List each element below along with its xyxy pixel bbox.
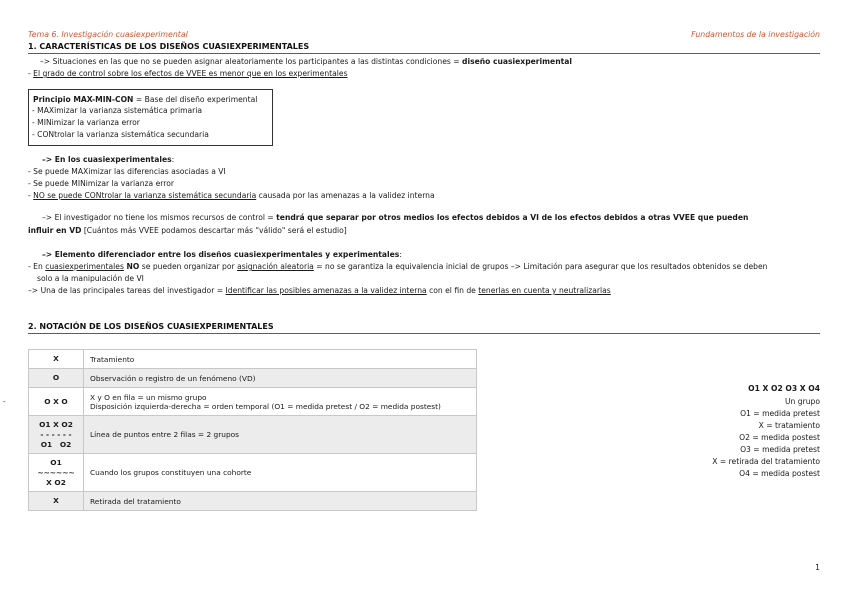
section-2-title: 2. NOTACIÓN DE LOS DISEÑOS CUASIEXPERIMENTALES	[28, 322, 274, 331]
section-2-rule	[28, 333, 820, 334]
example-line: X = retirada del tratamiento	[712, 457, 820, 466]
quasi-heading: –> En los cuasiexperimentales:	[42, 155, 175, 164]
header-topic: Tema 6. Investigación cuasiexperimental	[28, 30, 188, 39]
notation-description: Línea de puntos entre 2 filas = 2 grupos	[84, 416, 477, 454]
table-row	[29, 454, 477, 492]
differentiator-heading: –> Elemento diferenciador entre los diseños cuasiexperimentales y experimentales:	[42, 250, 402, 259]
example-line: O3 = medida pretest	[740, 445, 820, 454]
definition-text: –> Situaciones en las que no se pueden asignar aleatoriamente los participantes a las distintas condiciones =	[40, 57, 463, 66]
section-1-title: 1. CARACTERÍSTICAS DE LOS DISEÑOS CUASIEXPERIMENTALES	[28, 42, 310, 51]
definition-term: diseño cuasiexperimental	[462, 57, 572, 66]
table-row	[29, 350, 477, 369]
example-line: O2 = medida postest	[739, 433, 820, 442]
notation-symbol: O1 ~~~~~~ X O2	[29, 454, 84, 492]
table-row	[29, 492, 477, 511]
example-line: X = tratamiento	[758, 421, 820, 430]
control-note: - El grado de control sobre los efectos de VVEE es menor que en los experimentales	[28, 69, 348, 78]
box-item: - CONtrolar la varianza sistemática secundaria	[32, 130, 209, 139]
example-line: O4 = medida postest	[739, 469, 820, 478]
notation-symbol: - O X O	[29, 388, 84, 416]
notation-table	[3, 349, 477, 511]
notation-description: Retirada del tratamiento	[84, 492, 477, 511]
differentiator-text: - En cuasiexperimentales NO se pueden organizar por asignación aleatoria = no se garantiza la equivalencia inicial de grupos –> Limitación para asegurar que los resultados obtenidos se deben	[28, 262, 768, 271]
list-item: - Se puede MINimizar la varianza error	[28, 179, 174, 188]
notation-symbol: X	[29, 492, 84, 511]
control-note-text: El grado de control sobre los efectos de VVEE es menor que en los experimentales	[33, 69, 348, 78]
notation-symbol: X	[29, 350, 84, 369]
example-line: Un grupo	[784, 397, 820, 406]
notation-symbol: O1 X O2 - - - - - - O1 O2	[29, 416, 84, 454]
header-subject: Fundamentos de la investigación	[691, 30, 820, 39]
notation-description: Tratamiento	[84, 350, 477, 369]
table-row	[29, 416, 477, 454]
example-line: O1 = medida pretest	[740, 409, 820, 418]
investigator-task: –> Una de las principales tareas del investigador = Identificar las posibles amenazas a la validez interna con el fin de tenerlas en cuenta y neutralizarlas	[28, 286, 611, 295]
investigator-line-cont: influir en VD [Cuántos más VVEE podamos descartar más "válido" será el estudio]	[28, 226, 347, 235]
table-row	[29, 369, 477, 388]
list-item: - Se puede MAXimizar las diferencias asociadas a VI	[28, 167, 226, 176]
list-item: - NO se puede CONtrolar la varianza sistemática secundaria causada por las amenazas a la validez interna	[28, 191, 435, 200]
differentiator-text-cont: solo a la manipulación de VI	[37, 274, 144, 283]
example-design-title: O1 X O2 O3 X O4	[748, 384, 820, 393]
principle-name: Principio MAX-MIN-CON	[33, 95, 134, 104]
box-item: - MINimizar la varianza error	[32, 118, 140, 127]
box-item: - MAXimizar la varianza sistemática primaria	[32, 106, 203, 115]
quasi-definition	[40, 57, 572, 66]
notation-description: X y O en fila = un mismo grupo Disposición izquierda-derecha = orden temporal (O1 = medida pretest / O2 = medida postest)	[84, 388, 477, 416]
notation-description: Observación o registro de un fenómeno (VD)	[84, 369, 477, 388]
notation-symbol: O	[29, 369, 84, 388]
table-row	[29, 388, 477, 416]
investigator-line: –> El investigador no tiene los mismos recursos de control = tendrá que separar por otros medios los efectos debidos a VI de los efectos debidos a otras VVEE que pueden	[42, 213, 749, 222]
max-min-con-title	[33, 95, 257, 104]
section-1-rule	[28, 53, 820, 54]
notation-description: Cuando los grupos constituyen una cohorte	[84, 454, 477, 492]
principle-desc: = Base del diseño experimental	[133, 95, 258, 104]
page-number: 1	[815, 563, 820, 572]
